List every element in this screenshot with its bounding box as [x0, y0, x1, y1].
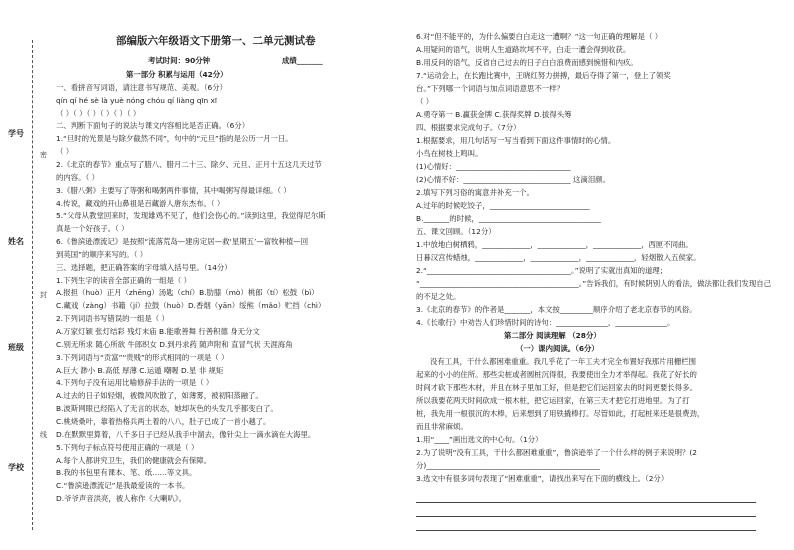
right-line: A.勇夺第一 B.赢获金牌 C.获得奖牌 D.拔得头筹: [416, 110, 572, 119]
name-label: 姓名: [8, 237, 24, 246]
right-line: 起来的小小的住所。那些尖桩或者圆桩沉得很，我要使出全力才举得起。我花了好长的: [416, 370, 697, 379]
left-line: 第一部分 积累与运用（42分）: [126, 70, 228, 79]
left-line: 三、选择题，把正确答案的字母填入括号里。（14分）: [56, 262, 232, 272]
right-line: 7.“运动会上，在长跑比赛中，王晓红努力拼搏，最后夺得了第一，登上了领奖: [416, 71, 671, 80]
right-line: 桩，我先用一根很沉的木棒，后来想到了用铁撬棒打。尽管如此，打起桩来还是很费劲，: [416, 409, 705, 418]
left-line: 5.下列句子标点符号使用正确的一项是（ ）: [56, 442, 199, 452]
left-line: A.每个人都讲究卫生，我们的健康就会有保障。: [56, 455, 212, 465]
seal-char-3: 线: [40, 431, 47, 439]
answer-line[interactable]: [416, 530, 756, 531]
right-line: (2)心情不好：_____________________________ 这滴泪颜。: [416, 175, 610, 184]
right-line: 第二部分 阅读理解 （28分）: [504, 331, 601, 340]
left-line: C.别无所求 随心所欲 牛郎织女 D.到丹求药 随声附和 直冒气状 天涯海角: [56, 339, 293, 349]
left-line: 6.《鲁滨逊漂流记》是按照“流落荒岛—建房定居—救‘星期五’—富牧种植—回: [56, 237, 309, 247]
left-line: （ ）: [56, 147, 74, 157]
left-line: （ ）（ ）（ ）（ ）（ ）（ ）: [56, 108, 141, 118]
left-line: 5.“父母从教堂回来时，发现雄鸡不见了，他们会伤心的。”读到这里，我觉得尼尔斯: [56, 211, 326, 221]
right-line: 没有工具，干什么都困难重重。我几乎花了一年工夫才完全布置好我那片用栅栏围: [430, 357, 697, 366]
left-line: 1.“旦时的光景是与除夕截然不同”，句中的“元旦”指的是公历一月一日。: [56, 134, 293, 144]
right-line: 2.填写下列习俗的寓意并补充一个。: [416, 188, 534, 197]
student-id-label: 学号: [8, 129, 24, 138]
seal-line: [32, 40, 33, 530]
left-line: C.桃烧桑叶，靠着热格兵两土着的八八，肚子已成了一首小越了。: [56, 416, 271, 426]
answer-line[interactable]: [416, 502, 756, 503]
left-line: D.爷爷声音洪亮，被人称作《大喇叭》。: [56, 494, 186, 504]
right-line: 2.为了说明“没有工具，干什么都困难重重”，鲁滨逊举了一个什么样的例子来说明？(2: [416, 448, 697, 457]
right-line: （ ）: [416, 97, 434, 106]
left-line: 到英国”的顺序来写的。（ ）: [56, 249, 148, 259]
left-line: 1.下列生字的读音全部正确的一组是（ ）: [56, 275, 192, 285]
right-line: 分)_______________________________________________: [416, 461, 600, 470]
left-line: 3.下列词语与“贡富”“贵贱”的形式相同的一项是（ ）: [56, 352, 229, 362]
exam-time: 考试时间：90分钟: [148, 56, 211, 65]
left-line: 4.下列句子没有运用比喻修辞手法的一项是（ ）: [56, 378, 214, 388]
right-line: 台。”下列哪一个词语与加点词语意思不一样？: [416, 84, 564, 93]
class-label: 班级: [8, 343, 24, 352]
left-line: C.藏戏（zàng）书籍（jí）拉鼓（huò）D.香烟（yān）绥熊（mǎo）贮挡（chì）: [56, 301, 326, 311]
right-line: 五、课文回顾。（12分）: [416, 227, 496, 236]
left-line: 的内容。（ ）: [56, 172, 99, 182]
right-line: （一）课内阅读。（6分）: [516, 344, 599, 353]
right-line: 而且非常麻烦。: [416, 422, 468, 431]
school-label: 学校: [8, 463, 24, 472]
right-line: 1.中放地白树栖鸦，_____________，_____________，_____________，西匣不同曲。: [416, 240, 693, 249]
right-line: 的不足之处。: [416, 292, 461, 301]
right-line: A.用疑问的语气，说明人生道路坎坷不平，白走一遭会得到收获。: [416, 45, 631, 54]
left-line: A.巨大 渺小 B.高低 厚薄 C.运遁 嘲喔 D.星 非 规矩: [56, 365, 224, 375]
right-line: 4.《长歌行》中劝告人们珍惜时间的诗句：______________，______________。: [416, 318, 675, 327]
left-line: 真是一个好孩子。（ ）: [56, 224, 129, 234]
left-line: D.在默默里算着，八千多日子已经从我手中溜去，像针尖上一滴水滴在大海里。: [56, 429, 316, 439]
seal-char-1: 密: [40, 151, 47, 159]
left-line: 2.下列词语书写错误的一组是（ ）: [56, 314, 169, 324]
left-line: 一、看拼音写词语，请注意书写规范、美观。（6分）: [56, 82, 227, 92]
left-line: 二、判断下面句子的说法与课文内容相比是否正确。（6分）: [56, 121, 250, 131]
right-line: 1.根据要求，用几句话写一写当看到下面这件事情时的心情。: [416, 136, 616, 145]
right-line: 2.“_______________________________________。”说明了实就出真知的道理；: [416, 266, 668, 275]
left-line: B.波斯网眼已经陷入了无言的状态，她却灰色的头发几乎都变白了。: [56, 404, 278, 414]
left-line: B.我的书包里有课本、笔、纸……等文具。: [56, 468, 197, 478]
left-line: C.“鲁滨逊漂流记”是我最爱读的一本书。: [56, 481, 190, 491]
left-line: 2.《北京的春节》重点写了腊八、腊月二十三、除夕、元旦、正月十五这几天过节: [56, 159, 322, 169]
right-line: 所以我要花两天时间砍成一根木桩，把它运回家，在第三天才把它打进地里。为了打: [416, 396, 690, 405]
seal-char-2: 封: [40, 291, 47, 299]
right-line: “___________________________________________。”告诉我们，有时候阴别人的看法，做法都让我们发现自己: [416, 279, 772, 288]
right-line: 四、根据要求完成句子。（7分）: [416, 123, 521, 132]
right-line: 1.用“____”画出选文的中心句。（1分）: [416, 435, 543, 444]
left-line: 4.传说，藏戏的开山鼻祖是百藏游人唐东杰布。（ ）: [56, 198, 225, 208]
left-line: A.过去的日子如轻烟，被微风吹散了，如薄雾，被初阳蒸融了。: [56, 391, 263, 401]
right-line: B._______的时候，_________________________________: [416, 214, 601, 223]
left-line: A.万家灯颖 张灯结彩 残灯末庙 B.能歌善舞 行善积德 身无分文: [56, 327, 260, 336]
right-line: 3.《北京的春节》的作者是_______，本文按_________顺序介绍了老北京春节的风俗。: [416, 305, 697, 314]
left-line: qín qí hé sè là yuè nóng chóu qí liàng qīn xī: [56, 95, 217, 105]
right-line: A.过年的时候吃饺子，___________________________: [416, 201, 590, 210]
left-line: A.报担（huò）正月（zhēng）汤匙（chí）B.肋膝（mò）桃郎（tí）松鼓（bì）: [56, 288, 319, 298]
right-line: 3.选文中有很多词句表现了“困难重重”，请找出来写在下面的横线上。（2分）: [416, 474, 669, 483]
right-line: 时间才砍下那些木材，并且在林子里加工好，但是把它们运回家去的时间更要长得多。: [416, 383, 697, 392]
binding-margin: [0, 0, 52, 550]
exam-title: 部编版六年级语文下册第一、二单元测试卷: [116, 35, 316, 47]
exam-score: 成绩_______: [282, 56, 323, 65]
answer-line[interactable]: [416, 516, 756, 517]
left-line: 3.《腊八粥》主要写了等粥和喝粥两件事情，其中喝粥写得最详细。（ ）: [56, 185, 291, 195]
right-line: 日暮汉宫传蜡烛，_____________，_____________，_____________，轻烟散入五侯家。: [416, 253, 701, 262]
right-line: 6.对“但不能平的，为什么偏要白白走这一遭啊？”这一句正确的理解是（ ）: [416, 32, 663, 41]
right-line: 小鸟在树枝上鸣叫。: [416, 149, 483, 158]
right-line: (1)心情好：_______________________________: [416, 162, 571, 171]
right-line: B.用反问的语气，反省自己过去的日子白白浪费而感到惋惜和内疚。: [416, 58, 638, 67]
